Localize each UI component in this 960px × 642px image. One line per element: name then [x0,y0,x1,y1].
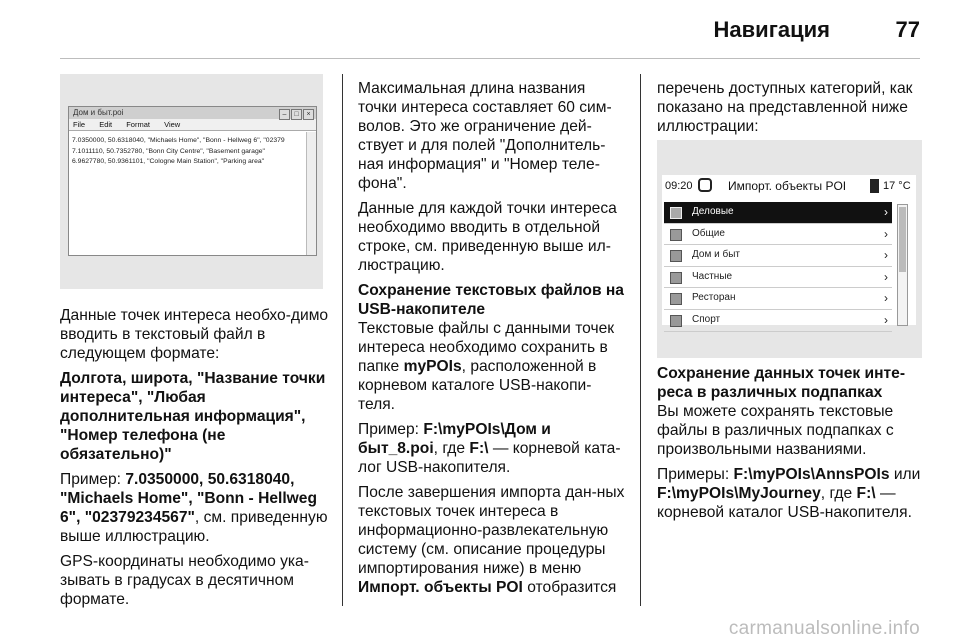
menu-edit: Edit [99,120,113,129]
editor-scrollbar [306,132,316,255]
chevron-right-icon: › [884,248,888,263]
page-number: 77 [895,17,920,42]
editor-line: 7.0350000, 50.6318040, "Michaels Home", "Bonn - Hellweg 6", "02379 [72,137,285,144]
menu-format: Format [126,120,150,129]
chevron-right-icon: › [884,226,888,241]
list-item [664,245,892,267]
text-span: , где [433,440,470,457]
chevron-right-icon: › [884,291,888,306]
category-icon [670,315,682,327]
text-span: — корневой ката-лог USB-накопителя. [358,440,621,476]
chevron-right-icon: › [884,269,888,284]
chevron-right-icon: › [884,205,888,219]
paragraph-example [60,470,332,546]
column-divider [342,74,343,606]
list-item [664,202,892,224]
menu-name: Импорт. объекты POI [358,579,523,596]
scrollbar-thumb [899,207,906,272]
folder-path: F:\myPOIs\AnnsPOIs [733,466,890,483]
paragraph [358,420,628,477]
category-icon [670,250,682,262]
editor-window-title: Дом и быт.poi [73,108,124,117]
list-item [664,310,892,332]
format-spec: Долгота, широта, "Название точки интереса", "Любая дополнительная информация", "Номер телефона (не обязательно)" [60,370,326,463]
list-item-label: Спорт [692,313,721,325]
section-heading: Сохранение данных точек инте-реса в различных подпапках [657,365,906,401]
list-item-label: Общие [692,227,725,239]
text-span: , где [820,485,857,502]
page-header [0,0,960,60]
text-span: Пример: [358,421,424,438]
column-3-top [657,79,929,142]
column-2 [358,79,628,603]
file-path: F:\myPOIs\Дом и быт_8.poi [358,421,551,457]
window-buttons [278,108,314,120]
watermark: carmanualsonline.info [728,618,920,639]
paragraph [657,465,929,522]
list-item-label: Ресторан [692,292,736,304]
paragraph: GPS-координаты необходимо ука-зывать в градусах в десятичном формате. [60,553,309,608]
category-icon [670,229,682,241]
drive-path: F:\ [856,485,876,502]
column-3-bottom [657,364,929,528]
close-icon: × [303,109,314,120]
category-icon [670,272,682,284]
category-list [664,202,892,332]
column-divider [640,74,641,606]
screen-title: Импорт. объекты POI [728,179,847,193]
chevron-right-icon: › [884,312,888,327]
figure-text-editor [60,74,323,289]
page-title: Навигация [713,17,830,42]
screen-status-bar [662,175,916,197]
folder-path: F:\myPOIs\MyJourney [657,485,821,502]
text-span: или [889,466,921,483]
list-item [664,267,892,289]
list-scrollbar [897,204,908,326]
list-item-label: Частные [692,270,733,282]
text-span: Примеры: [657,466,734,483]
text-span: Пример: [60,471,126,488]
column-1 [60,306,332,615]
text-span: , см. приведенную выше иллюстрацию. [60,509,328,545]
section-heading: Сохранение текстовых файлов на USB-накопителе [358,282,624,318]
text-span: — корневой каталог USB-накопителя. [657,485,912,521]
list-item [664,224,892,246]
list-item [664,288,892,310]
figure-poi-screen [657,140,922,358]
category-icon [670,293,682,305]
editor-title-bar [69,107,316,119]
example-value: 7.0350000, 50.6318040, "Michaels Home", "Bonn - Hellweg 6", "02379234567" [60,471,317,526]
list-item-label: Дом и быт [692,249,740,261]
minimize-icon: – [279,109,290,120]
category-icon [670,207,682,219]
paragraph: Вы можете сохранять текстовые файлы в различных подпапках с произвольными названиями. [657,403,894,458]
editor-line: 6.9627780, 50.9361101, "Cologne Main Station", "Parking area" [72,158,265,165]
text-span: После завершения импорта дан-ных текстовых точек интереса в информационно-развлекательную систему (см. описание процедуры импортирования ниже) в меню [358,484,625,577]
editor-menu-bar [69,119,316,131]
paragraph: Данные для каждой точки интереса необходимо вводить в отдельной строке, см. приведенную выше ил-люстрацию. [358,200,617,274]
maximize-icon: □ [291,109,302,120]
poi-import-screen [662,175,916,325]
list-item-label: Деловые [692,206,734,217]
drive-path: F:\ [469,440,489,457]
text-span: отобразится [522,579,617,596]
paragraph: Максимальная длина названия точки интереса составляет 60 сим-волов. Это же ограничение дей-ствует и для полей "Дополнитель-ная информация" и "Номер теле-фона". [358,80,612,192]
editor-line: 7.1011110, 50.7352780, "Bonn City Centre", "Basement garage" [72,147,265,155]
paragraph: Данные точек интереса необхо-димо вводить в текстовый файл в следующем формате: [60,307,329,362]
clock: 09:20 [665,180,693,192]
header-divider [60,58,920,59]
menu-file: File [73,120,86,129]
editor-content [69,132,306,255]
temperature: 17 °C [883,180,911,192]
folder-name: myPOIs [403,358,462,375]
back-icon [698,178,712,192]
paragraph: перечень доступных категорий, как показано на представленной ниже иллюстрации: [657,80,913,135]
editor-window [68,106,317,256]
menu-view: View [164,120,181,129]
thermometer-icon [870,179,879,193]
paragraph [358,319,628,414]
text-span: , расположенной в корневом каталоге USB-накопи-теля. [358,358,597,413]
paragraph [358,483,628,597]
text-span: Текстовые файлы с данными точек интереса необходимо сохранить в папке [358,320,615,375]
